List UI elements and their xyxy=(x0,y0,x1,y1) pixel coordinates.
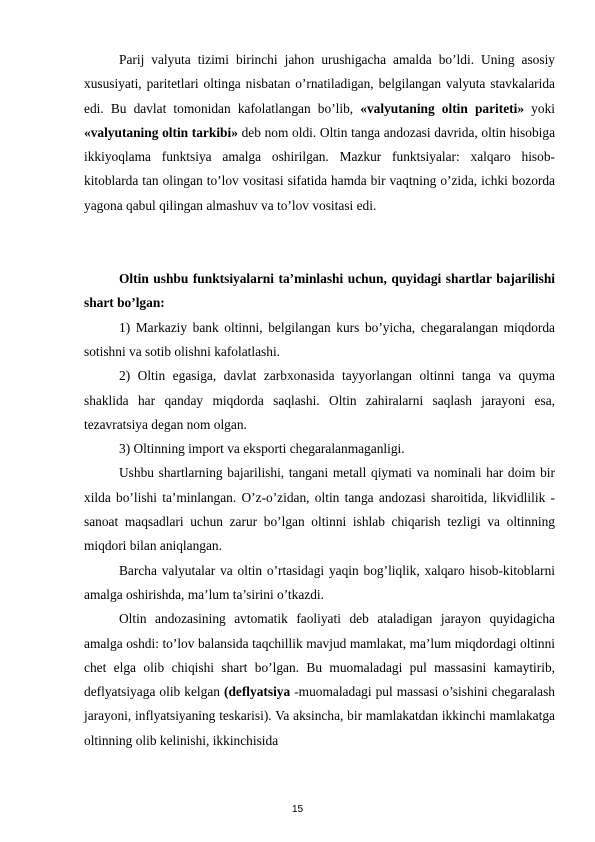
spacer xyxy=(84,218,555,267)
heading-text: Oltin ushbu funktsiyalarni ta’minlashi uchun, quyidagi shartlar bajarilishi shart bo’lgan: xyxy=(84,271,555,311)
list-item: 1) Markaziy bank oltinni, belgilangan kurs bo’yicha, chegaralangan miqdorda sotishni va sotib olishni kafolatlashi. xyxy=(84,319,555,359)
paragraph-paris-system xyxy=(84,48,555,218)
bold-term-deflation: (deflyatsiya xyxy=(223,684,291,700)
paragraph-conditions-result: Ushbu shartlarning bajarilishi, tangani metall qiymati va nominali har doim bir xilda bo’lishi ta’minlangan. O’z-o’zidan, oltin tanga andozasi sharoitida, likvidlilik - sanoat maqsadlari uchun zarur bo’lgan oltinni ishlab chiqarish tezligi va oltinning miqdori bilan aniqlangan. xyxy=(84,465,555,554)
paragraph-text: yoki xyxy=(524,100,555,116)
list-item: 3) Oltinning import va eksporti chegaralanmaganligi. xyxy=(119,441,405,457)
list-item: 2) Oltin egasiga, davlat zarbxonasida tayyorlangan oltinni tanga va quyma shaklida har qanday miqdorda saqlashi. Oltin zahiralarni saqlash jarayoni esa, tezavratsiya degan nom olgan. xyxy=(84,368,555,432)
paragraph-text: Parij valyuta tizimi birinchi jahon urushigacha amalda bo’ldi. Uning asosiy xususiyati, paritetlari oltinga nisbatan o’rnatiladigan, belgilangan valyuta stavkalarida edi. Bu davlat tomonidan kafolatlangan bo’lib, xyxy=(84,52,555,116)
bold-term-gold-content: «valyutaning oltin tarkibi» xyxy=(84,124,238,140)
paragraph-automatic-mechanism xyxy=(84,607,555,753)
paragraph-currency-link: Barcha valyutalar va oltin o’rtasidagi yaqin bog’liqlik, xalqaro hisob-kitoblarni amalga oshirishda, ma’lum ta’sirini o’tkazdi. xyxy=(84,562,555,602)
paragraph-text: -muomaladagi pul massasi o’sishini chegaralash jarayoni, inflyatsiyaning teskarisi). Va aksincha, bir mamlakatdan ikkinchi mamlakatga oltinning olib kelinishi, ikkinchisida xyxy=(84,684,555,748)
document-page xyxy=(84,48,555,753)
paragraph-text: deb nom oldi. Oltin tanga andozasi davrida, oltin hisobiga ikkiyoqlama funktsiya amalga oshirilgan. Mazkur funktsiyalar: xalqaro hisob-kitoblarda tan olingan to’lov vositasi sifatida hamda bir vaqtning o’zida, ichki bozorda yagona qabul qilingan almashuv va to’lov vositasi edi. xyxy=(84,124,556,213)
bold-term-gold-parity: «valyutaning oltin pariteti» xyxy=(360,100,525,116)
section-heading xyxy=(84,267,555,316)
page-number: 15 xyxy=(291,804,304,815)
paragraph-text: Oltin andozasining avtomatik faoliyati deb ataladigan jarayon quyidagicha amalga oshdi: to’lov balansida taqchillik mavjud mamlakat, ma’lum miqdordagi oltinni chet elga olib chiqishi shart bo’lgan. Bu muomaladagi pul massasini kamaytirib, deflyatsiyaga olib kelgan xyxy=(84,611,555,700)
